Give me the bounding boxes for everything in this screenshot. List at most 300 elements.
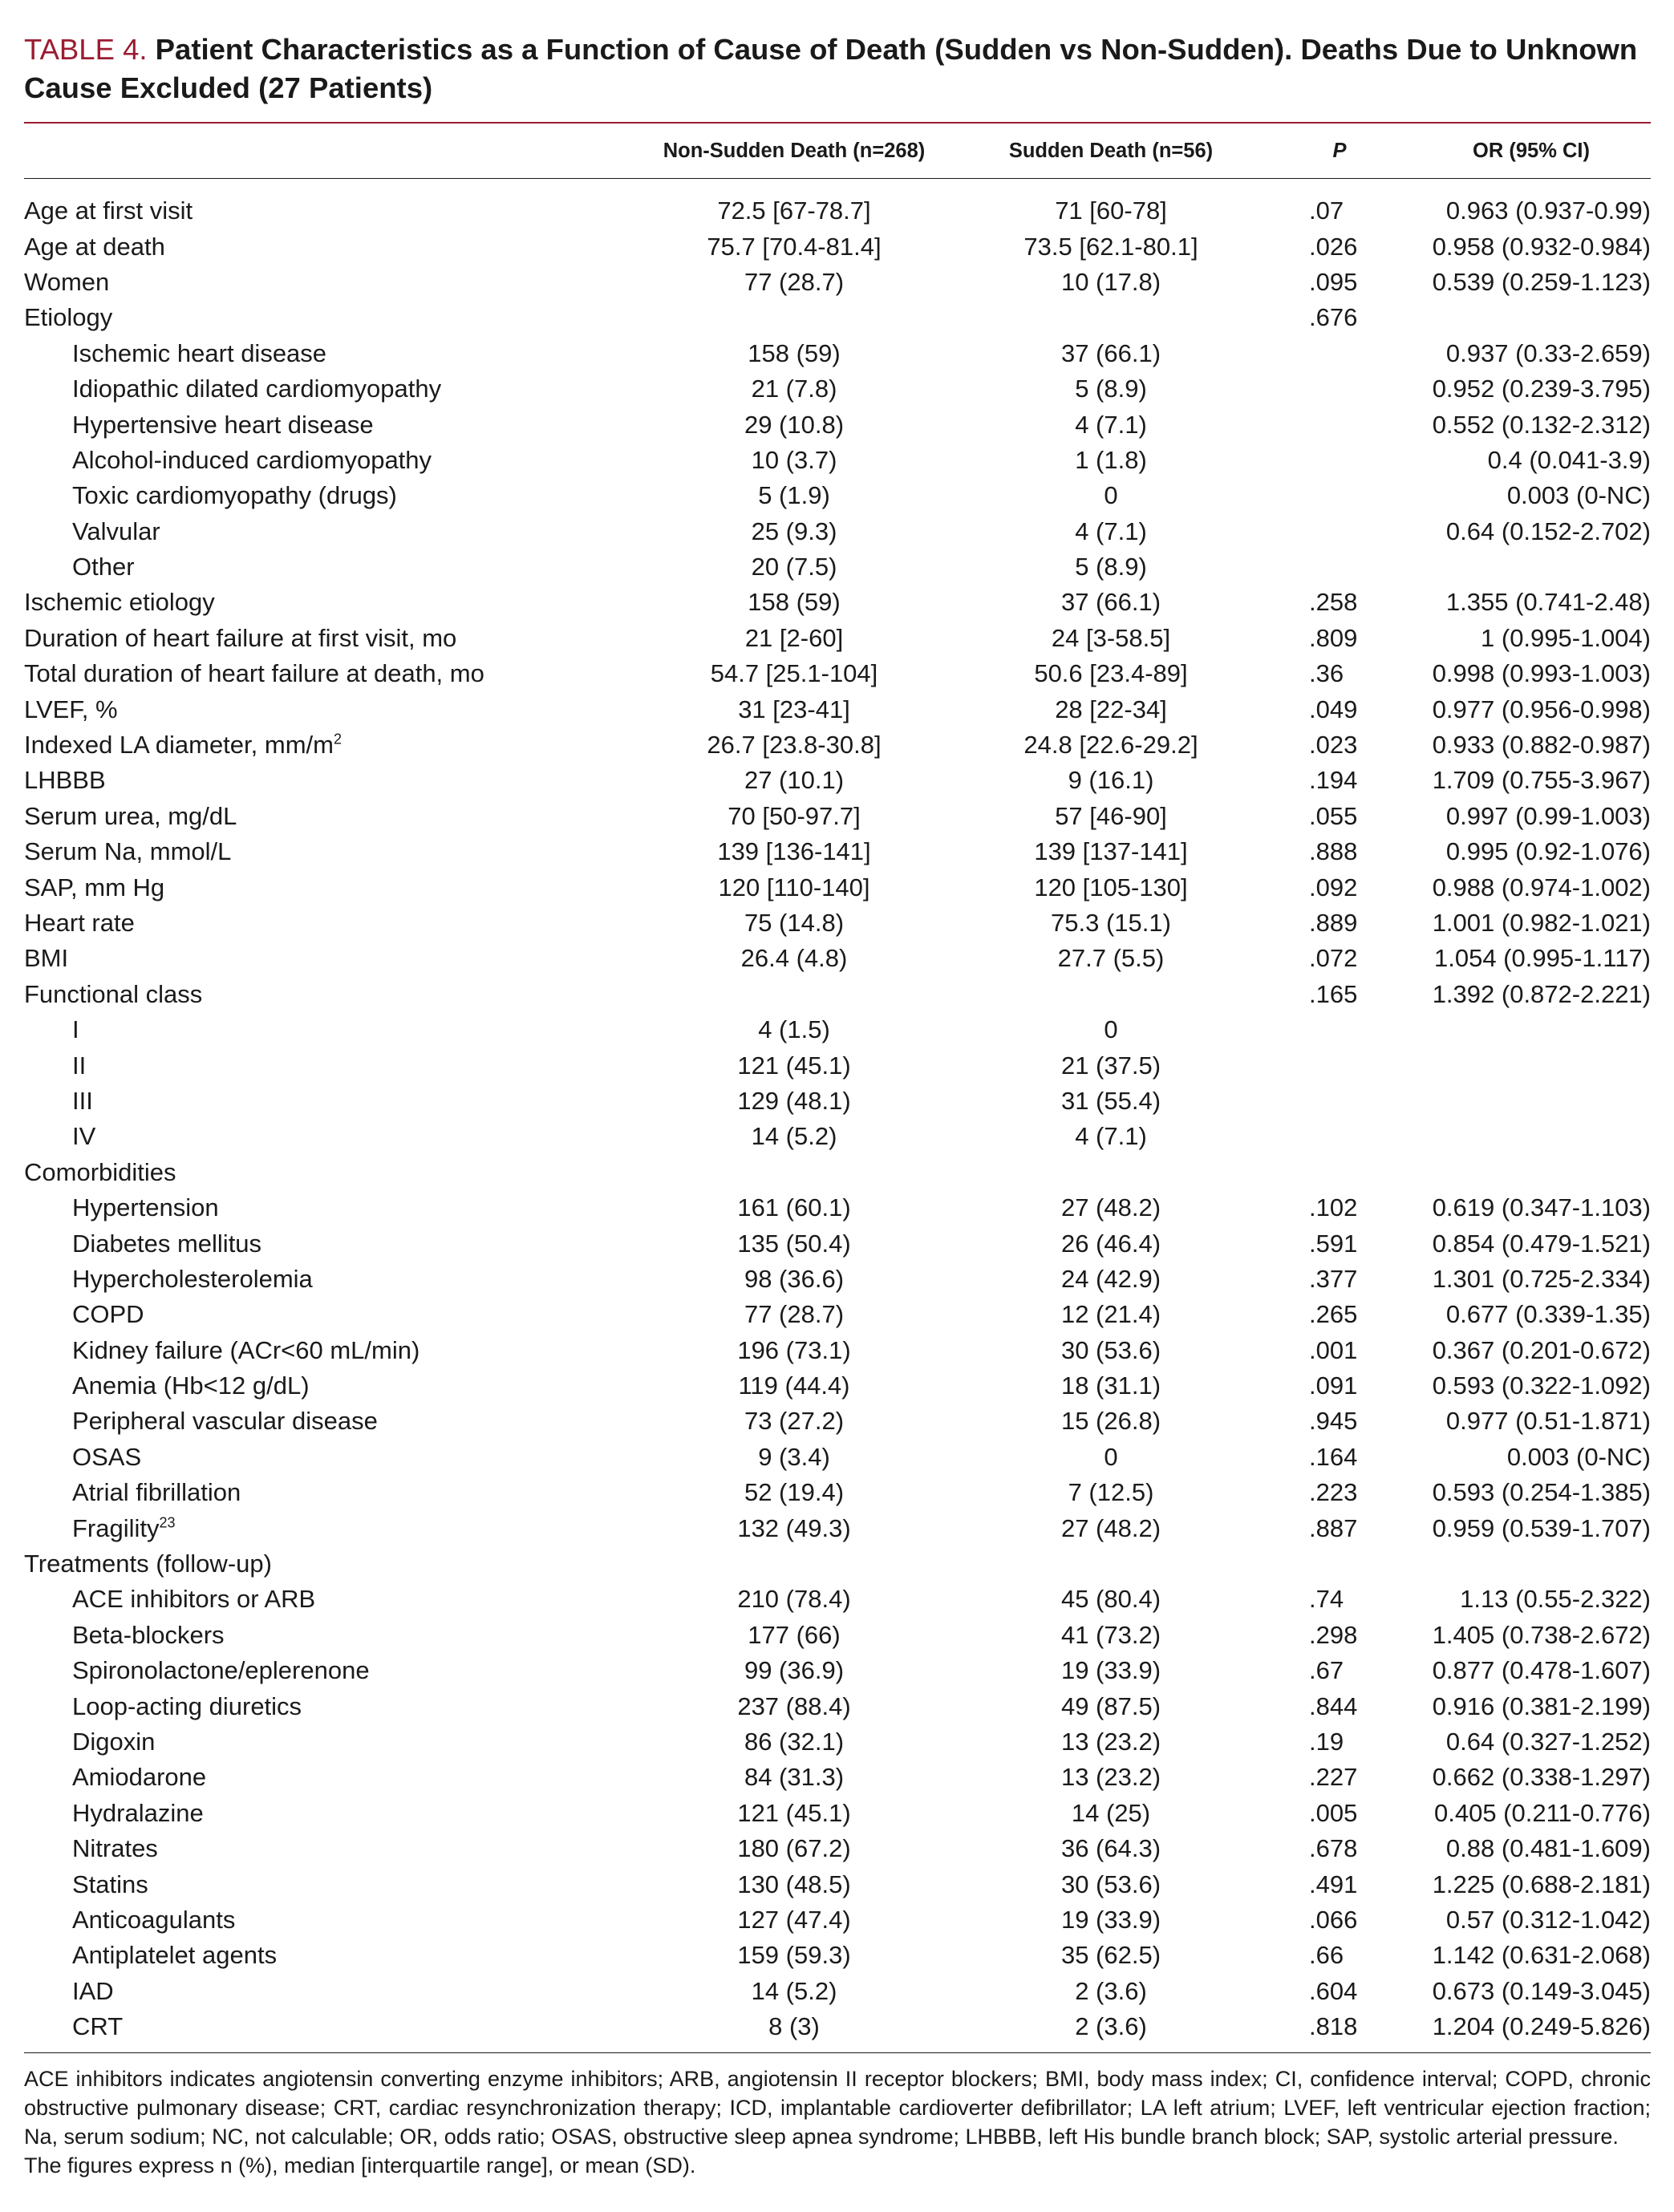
cell-sudden: 37 (66.1): [1060, 588, 1161, 617]
cell-p: .023: [1309, 731, 1358, 760]
header-or: OR (95% CI): [1473, 139, 1590, 162]
row-label: [24, 1404, 634, 1439]
table-row: [24, 179, 1651, 229]
cell-or: 1.204 (0.249-5.826): [1432, 2012, 1651, 2041]
row-label-superscript: 23: [159, 1514, 176, 1531]
cell-or: 0.4 (0.041-3.9): [1487, 445, 1651, 474]
row-label-text: BMI: [24, 944, 69, 973]
row-label: [24, 1155, 634, 1190]
cell-or: 0.995 (0.92-1.076): [1445, 837, 1651, 866]
row-label: [24, 336, 634, 371]
row-label: [24, 621, 634, 656]
row-label: [24, 1688, 634, 1724]
row-label: [24, 1510, 634, 1546]
cell-p: .74: [1309, 1585, 1344, 1614]
header-row: [24, 124, 1651, 178]
row-label: [24, 977, 634, 1012]
cell-or: 1 (0.995-1.004): [1481, 623, 1651, 652]
cell-sudden: 5 (8.9): [1075, 553, 1147, 581]
row-label-text: Ischemic heart disease: [72, 338, 327, 367]
row-label: [24, 1047, 634, 1083]
row-label-text: Women: [24, 267, 110, 296]
row-label-text: SAP, mm Hg: [24, 873, 165, 901]
cell-sudden: 9 (16.1): [1068, 766, 1154, 795]
row-label-text: Hypertensive heart disease: [72, 410, 374, 439]
row-label: [24, 265, 634, 300]
table-row: [24, 1333, 1651, 1368]
row-label-text: Diabetes mellitus: [72, 1229, 262, 1258]
table-row: [24, 834, 1651, 869]
row-label: [24, 300, 634, 335]
cell-p: [1267, 371, 1412, 407]
cell-or: 0.959 (0.539-1.707): [1432, 1513, 1651, 1542]
cell-non-sudden: 26.7 [23.8-30.8]: [707, 731, 882, 760]
cell-sudden: [955, 1546, 1267, 1582]
table-row: [24, 407, 1651, 442]
cell-or: 0.937 (0.33-2.659): [1445, 338, 1651, 367]
row-label-text: ACE inhibitors or ARB: [72, 1585, 316, 1614]
row-label-text: LVEF, %: [24, 695, 118, 723]
cell-sudden: [955, 1155, 1267, 1190]
cell-p: .091: [1309, 1371, 1358, 1400]
table-row: [24, 763, 1651, 798]
cell-p: .844: [1309, 1691, 1358, 1720]
cell-non-sudden: 237 (88.4): [737, 1691, 851, 1720]
cell-p: .809: [1309, 623, 1358, 652]
table-row: [24, 1440, 1651, 1475]
table-row: [24, 1012, 1651, 1047]
table-title-text: Patient Characteristics as a Function of Cause of Death (Sudden vs Non-Sudden). Deaths Due to Unknown Cause Excluded (27 Patients): [24, 33, 1638, 104]
cell-or: 0.877 (0.478-1.607): [1432, 1656, 1651, 1685]
cell-sudden: [955, 977, 1267, 1012]
table-row: [24, 869, 1651, 905]
cell-p: .888: [1309, 837, 1358, 866]
row-label: [24, 1902, 634, 1938]
row-label-text: Anemia (Hb<12 g/dL): [72, 1371, 310, 1400]
cell-sudden: 73.5 [62.1-80.1]: [1023, 232, 1198, 261]
cell-sudden: 37 (66.1): [1060, 338, 1161, 367]
cell-or: 0.619 (0.347-1.103): [1432, 1193, 1651, 1222]
cell-sudden: 0: [1104, 1015, 1118, 1044]
cell-non-sudden: 8 (3): [768, 2012, 820, 2041]
table-row: [24, 1226, 1651, 1261]
cell-non-sudden: [634, 300, 955, 335]
cell-non-sudden: 10 (3.7): [751, 445, 837, 474]
cell-sudden: 21 (37.5): [1060, 1051, 1161, 1080]
cell-p: .19: [1309, 1727, 1344, 1756]
cell-sudden: 10 (17.8): [1060, 267, 1161, 296]
row-label: [24, 179, 634, 229]
row-label-text: Ischemic etiology: [24, 588, 215, 617]
cell-non-sudden: 20 (7.5): [751, 553, 837, 581]
table-row: [24, 1546, 1651, 1582]
cell-sudden: 30 (53.6): [1060, 1335, 1161, 1364]
row-label-text: LHBBB: [24, 766, 106, 795]
cell-non-sudden: 135 (50.4): [737, 1229, 851, 1258]
row-label-text: Atrial fibrillation: [72, 1478, 241, 1507]
table-row: [24, 1475, 1651, 1510]
cell-sudden: [955, 300, 1267, 335]
cell-non-sudden: 75 (14.8): [744, 909, 845, 937]
header-sudden: Sudden Death (n=56): [1008, 139, 1214, 162]
cell-non-sudden: 129 (48.1): [737, 1086, 851, 1115]
row-label-text: Amiodarone: [72, 1763, 207, 1792]
cell-sudden: 19 (33.9): [1060, 1656, 1161, 1685]
table-row: [24, 514, 1651, 549]
table-row: [24, 691, 1651, 727]
row-label: [24, 905, 634, 941]
cell-or: [1412, 1546, 1651, 1582]
cell-non-sudden: [634, 1546, 955, 1582]
cell-or: 0.662 (0.338-1.297): [1432, 1763, 1651, 1792]
row-label: [24, 1653, 634, 1688]
row-label: [24, 1546, 634, 1582]
cell-sudden: 24.8 [22.6-29.2]: [1023, 731, 1198, 760]
cell-sudden: 71 [60-78]: [1055, 196, 1167, 225]
table-title: [24, 30, 1651, 107]
footnote-abbreviations: ACE inhibitors indicates angiotensin converting enzyme inhibitors; ARB, angiotensin II receptor blockers; BMI, body mass index; CI, confidence interval; COPD, chronic obstructive pulmonary disease; CRT, cardiac resynchronization therapy; ICD, implantable cardioverter defibrillator; LA left atrium; LVEF, left ventricular ejection fraction; Na, serum sodium; NC, not calculable; OR, odds ratio; OSAS, obstructive sleep apnea syndrome; LHBBB, left His bundle branch block; SAP, systolic arterial pressure.: [24, 2067, 1651, 2149]
cell-sudden: 0: [1104, 481, 1118, 510]
cell-p: .049: [1309, 695, 1358, 723]
table-row: [24, 1262, 1651, 1297]
row-label: [24, 1297, 634, 1332]
table-row: [24, 1618, 1651, 1653]
table-row: [24, 2009, 1651, 2052]
row-label-text: Serum Na, mmol/L: [24, 837, 232, 866]
cell-p: .676: [1309, 303, 1358, 332]
cell-non-sudden: 5 (1.9): [758, 481, 830, 510]
cell-sudden: 14 (25): [1071, 1798, 1151, 1827]
row-label-text: I: [72, 1015, 79, 1044]
table-row: [24, 1404, 1651, 1439]
row-label: [24, 229, 634, 264]
cell-non-sudden: 21 (7.8): [751, 375, 837, 403]
row-label: [24, 1226, 634, 1261]
footnote-figures: The figures express n (%), median [interquartile range], or mean (SD).: [24, 2153, 696, 2178]
cell-or: 0.673 (0.149-3.045): [1432, 1976, 1651, 2005]
table-row: [24, 1368, 1651, 1404]
cell-p: .07: [1309, 196, 1344, 225]
cell-sudden: 31 (55.4): [1060, 1086, 1161, 1115]
table-row: [24, 905, 1651, 941]
table-row: [24, 1724, 1651, 1760]
cell-or: 0.88 (0.481-1.609): [1445, 1834, 1651, 1863]
table-row: [24, 1974, 1651, 2009]
cell-or: 0.933 (0.882-0.987): [1432, 731, 1651, 760]
cell-p: [1267, 514, 1412, 549]
cell-sudden: 27 (48.2): [1060, 1513, 1161, 1542]
cell-non-sudden: 86 (32.1): [744, 1727, 845, 1756]
cell-non-sudden: 27 (10.1): [744, 766, 845, 795]
cell-sudden: 49 (87.5): [1060, 1691, 1161, 1720]
cell-or: [1412, 1155, 1651, 1190]
table-row: [24, 1582, 1651, 1617]
row-label: [24, 834, 634, 869]
cell-p: .889: [1309, 909, 1358, 937]
cell-sudden: 4 (7.1): [1075, 1122, 1147, 1151]
row-label-text: Spironolactone/eplerenone: [72, 1656, 370, 1685]
row-label: [24, 478, 634, 513]
cell-p: [1267, 407, 1412, 442]
cell-sudden: 24 [3-58.5]: [1051, 623, 1171, 652]
row-label: [24, 869, 634, 905]
cell-non-sudden: 127 (47.4): [737, 1905, 851, 1934]
table-footer: [24, 2064, 1651, 2180]
cell-sudden: 57 [46-90]: [1055, 801, 1167, 830]
row-label: [24, 2009, 634, 2052]
cell-non-sudden: 99 (36.9): [744, 1656, 845, 1685]
cell-or: 1.142 (0.631-2.068): [1432, 1941, 1651, 1970]
cell-sudden: 45 (80.4): [1060, 1585, 1161, 1614]
cell-sudden: 4 (7.1): [1075, 517, 1147, 545]
cell-or: 1.392 (0.872-2.221): [1432, 979, 1651, 1008]
row-label: [24, 1974, 634, 2009]
cell-or: 0.916 (0.381-2.199): [1432, 1691, 1651, 1720]
table-row: [24, 1190, 1651, 1226]
cell-non-sudden: 98 (36.6): [744, 1264, 845, 1293]
cell-or: 0.677 (0.339-1.35): [1445, 1300, 1651, 1329]
cell-non-sudden: 54.7 [25.1-104]: [710, 659, 878, 688]
row-label-text: Total duration of heart failure at death, mo: [24, 659, 484, 688]
row-label: [24, 1084, 634, 1119]
cell-p: .591: [1309, 1229, 1358, 1258]
row-label-text: IV: [72, 1122, 96, 1151]
cell-or: 0.963 (0.937-0.99): [1445, 196, 1651, 225]
cell-p: .164: [1309, 1442, 1358, 1471]
cell-sudden: 2 (3.6): [1075, 2012, 1147, 2041]
bottom-rule: [24, 2052, 1651, 2053]
cell-non-sudden: 180 (67.2): [737, 1834, 851, 1863]
row-label: [24, 763, 634, 798]
cell-non-sudden: 132 (49.3): [737, 1513, 851, 1542]
row-label: [24, 656, 634, 691]
table-row: [24, 371, 1651, 407]
row-label: [24, 1760, 634, 1795]
row-label: [24, 443, 634, 478]
cell-p: .026: [1309, 232, 1358, 261]
table-row: [24, 478, 1651, 513]
cell-p: .887: [1309, 1513, 1358, 1542]
cell-sudden: 36 (64.3): [1060, 1834, 1161, 1863]
table-row: [24, 229, 1651, 264]
table-label: TABLE 4.: [24, 33, 148, 66]
row-label-text: Indexed LA diameter, mm/m: [24, 731, 334, 760]
table-row: [24, 1831, 1651, 1866]
row-label-text: Peripheral vascular disease: [72, 1407, 378, 1436]
cell-p: .36: [1309, 659, 1344, 688]
cell-or: 0.003 (0-NC): [1506, 1442, 1651, 1471]
cell-or: 1.13 (0.55-2.322): [1460, 1585, 1651, 1614]
row-label-text: COPD: [72, 1300, 144, 1329]
table-row: [24, 1653, 1651, 1688]
cell-non-sudden: 9 (3.4): [758, 1442, 830, 1471]
cell-non-sudden: 26.4 (4.8): [740, 944, 848, 973]
cell-or: [1412, 300, 1651, 335]
header-non-sudden: Non-Sudden Death (n=268): [663, 139, 926, 162]
cell-non-sudden: 196 (73.1): [737, 1335, 851, 1364]
row-label-text: Comorbidities: [24, 1157, 176, 1186]
row-label: [24, 1368, 634, 1404]
table-row: [24, 1760, 1651, 1795]
row-label: [24, 1582, 634, 1617]
row-label-text: II: [72, 1051, 87, 1080]
table-row: [24, 585, 1651, 620]
cell-or: 0.988 (0.974-1.002): [1432, 873, 1651, 901]
cell-or: 0.64 (0.152-2.702): [1445, 517, 1651, 545]
row-label-text: Etiology: [24, 303, 113, 332]
table-row: [24, 300, 1651, 335]
cell-non-sudden: 73 (27.2): [744, 1407, 845, 1436]
cell-p: .265: [1309, 1300, 1358, 1329]
cell-or: 1.355 (0.741-2.48): [1445, 588, 1651, 617]
row-label-text: Hydralazine: [72, 1798, 204, 1827]
cell-p: [1267, 1012, 1412, 1047]
row-label-text: Idiopathic dilated cardiomyopathy: [72, 375, 442, 403]
cell-p: [1267, 1155, 1412, 1190]
cell-p: .165: [1309, 979, 1358, 1008]
row-label: [24, 799, 634, 834]
row-label-text: Loop-acting diuretics: [72, 1691, 302, 1720]
cell-non-sudden: 177 (66): [748, 1620, 841, 1649]
row-label: [24, 1475, 634, 1510]
row-label: [24, 1618, 634, 1653]
cell-sudden: 28 [22-34]: [1055, 695, 1167, 723]
cell-or: 0.552 (0.132-2.312): [1432, 410, 1651, 439]
cell-non-sudden: 4 (1.5): [758, 1015, 830, 1044]
cell-non-sudden: 161 (60.1): [737, 1193, 851, 1222]
cell-non-sudden: 159 (59.3): [737, 1941, 851, 1970]
cell-p: [1267, 443, 1412, 478]
row-label: [24, 1190, 634, 1226]
cell-sudden: 26 (46.4): [1060, 1229, 1161, 1258]
row-label-text: Statins: [72, 1870, 148, 1898]
cell-p: .818: [1309, 2012, 1358, 2041]
cell-sudden: 2 (3.6): [1075, 1976, 1147, 2005]
cell-sudden: 0: [1104, 1442, 1118, 1471]
cell-p: .066: [1309, 1905, 1358, 1934]
cell-p: .055: [1309, 801, 1358, 830]
cell-or: 0.539 (0.259-1.123): [1432, 267, 1651, 296]
cell-non-sudden: 120 [110-140]: [718, 873, 870, 901]
cell-sudden: 19 (33.9): [1060, 1905, 1161, 1934]
cell-non-sudden: 84 (31.3): [744, 1763, 845, 1792]
cell-or: 0.367 (0.201-0.672): [1432, 1335, 1651, 1364]
table-row: [24, 336, 1651, 371]
row-label-text: CRT: [72, 2012, 124, 2041]
cell-p: [1267, 1119, 1412, 1154]
cell-non-sudden: 121 (45.1): [737, 1798, 851, 1827]
cell-non-sudden: 139 [136-141]: [717, 837, 871, 866]
cell-or: [1412, 549, 1651, 585]
table-row: [24, 265, 1651, 300]
row-label: [24, 1796, 634, 1831]
cell-or: 0.854 (0.479-1.521): [1432, 1229, 1651, 1258]
row-label-text: Beta-blockers: [72, 1620, 225, 1649]
cell-or: 0.998 (0.993-1.003): [1432, 659, 1651, 688]
row-label-text: Nitrates: [72, 1834, 158, 1863]
cell-non-sudden: [634, 1155, 955, 1190]
table-row: [24, 1902, 1651, 1938]
row-label: [24, 1831, 634, 1866]
cell-non-sudden: 21 [2-60]: [744, 623, 844, 652]
table-row: [24, 727, 1651, 763]
row-label: [24, 371, 634, 407]
cell-non-sudden: [634, 977, 955, 1012]
cell-non-sudden: 210 (78.4): [737, 1585, 851, 1614]
cell-or: [1412, 1084, 1651, 1119]
cell-non-sudden: 158 (59): [748, 338, 841, 367]
cell-or: 0.64 (0.327-1.252): [1445, 1727, 1651, 1756]
cell-non-sudden: 77 (28.7): [744, 1300, 845, 1329]
row-label-text: Kidney failure (ACr<60 mL/min): [72, 1335, 420, 1364]
row-label-text: Fragility: [72, 1513, 160, 1542]
table-row: [24, 1119, 1651, 1154]
cell-or: 0.977 (0.956-0.998): [1432, 695, 1651, 723]
cell-sudden: 35 (62.5): [1060, 1941, 1161, 1970]
cell-or: [1412, 1047, 1651, 1083]
cell-non-sudden: 158 (59): [748, 588, 841, 617]
cell-or: 0.405 (0.211-0.776): [1433, 1798, 1651, 1827]
row-label-text: Hypercholesterolemia: [72, 1264, 313, 1293]
cell-or: 1.054 (0.995-1.117): [1433, 944, 1651, 973]
table-body: [24, 179, 1651, 2052]
cell-or: 1.301 (0.725-2.334): [1432, 1264, 1651, 1293]
cell-sudden: 13 (23.2): [1060, 1727, 1161, 1756]
cell-p: .604: [1309, 1976, 1358, 2005]
row-label-text: Digoxin: [72, 1727, 156, 1756]
cell-or: [1412, 1119, 1651, 1154]
cell-sudden: 50.6 [23.4-89]: [1034, 659, 1188, 688]
table-row: [24, 1796, 1651, 1831]
row-label: [24, 941, 634, 976]
row-label-text: Other: [72, 553, 135, 581]
cell-p: [1267, 1546, 1412, 1582]
cell-sudden: 18 (31.1): [1060, 1371, 1161, 1400]
cell-non-sudden: 77 (28.7): [744, 267, 845, 296]
cell-p: .258: [1309, 588, 1358, 617]
row-label-text: Valvular: [72, 517, 160, 545]
cell-p: .377: [1309, 1264, 1358, 1293]
table-row: [24, 1510, 1651, 1546]
table-row: [24, 977, 1651, 1012]
cell-sudden: 7 (12.5): [1068, 1478, 1154, 1507]
cell-p: .66: [1309, 1941, 1344, 1970]
row-label-text: Antiplatelet agents: [72, 1941, 278, 1970]
cell-p: [1267, 549, 1412, 585]
header-variable: [24, 124, 634, 178]
cell-non-sudden: 75.7 [70.4-81.4]: [707, 232, 882, 261]
table-row: [24, 1297, 1651, 1332]
cell-or: 0.57 (0.312-1.042): [1445, 1905, 1651, 1934]
cell-p: .491: [1309, 1870, 1358, 1898]
cell-sudden: 5 (8.9): [1075, 375, 1147, 403]
cell-non-sudden: 25 (9.3): [751, 517, 837, 545]
cell-or: 0.952 (0.239-3.795): [1432, 375, 1651, 403]
cell-p: [1267, 336, 1412, 371]
table-row: [24, 1866, 1651, 1902]
cell-p: .298: [1309, 1620, 1358, 1649]
table-row: [24, 941, 1651, 976]
cell-non-sudden: 14 (5.2): [751, 1122, 837, 1151]
cell-non-sudden: 31 [23-41]: [738, 695, 850, 723]
row-label: [24, 1012, 634, 1047]
row-label-text: III: [72, 1086, 93, 1115]
cell-p: [1267, 478, 1412, 513]
cell-p: .072: [1309, 944, 1358, 973]
cell-p: .095: [1309, 267, 1358, 296]
cell-non-sudden: 14 (5.2): [751, 1976, 837, 2005]
cell-or: 0.593 (0.322-1.092): [1432, 1371, 1651, 1400]
